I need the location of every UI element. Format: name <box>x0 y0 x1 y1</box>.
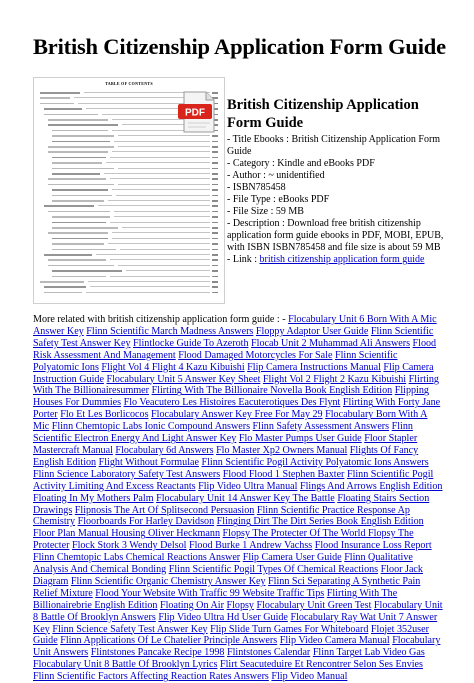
toc-entry-line <box>52 135 114 137</box>
toc-entry-leader <box>106 162 210 163</box>
toc-entry-line <box>48 265 114 267</box>
related-link[interactable]: Flopsy <box>226 599 254 611</box>
related-link[interactable]: Flood Burke 1 Andrew Vachss <box>189 540 313 552</box>
related-link[interactable]: Flipping Houses For Dummies <box>33 385 429 409</box>
toc-entry-leader <box>118 265 210 266</box>
toc-entry-page-number <box>212 211 218 213</box>
toc-entry-page-number <box>212 216 218 218</box>
info-link-prefix: - Link : <box>227 254 260 265</box>
related-link[interactable]: Flip Video Camera Manual <box>279 635 390 647</box>
related-link[interactable]: Flintstones Pancake Recipe 1998 <box>90 647 225 659</box>
toc-entry-line <box>52 141 110 143</box>
toc-entry-page-number <box>212 276 218 278</box>
related-link[interactable]: Flojet 352user Guide <box>33 623 429 647</box>
related-link[interactable]: Flopsy The Protecter Of The World Flopsy The Protecter <box>33 528 414 552</box>
toc-entry-line <box>48 232 108 234</box>
document-preview-thumbnail[interactable] <box>33 77 225 304</box>
toc-entry-line <box>52 189 108 191</box>
toc-entry-page-number <box>212 135 218 137</box>
related-link[interactable]: Flinn Target Lab Video Gas <box>312 647 425 659</box>
info-line: - Category : Kindle and eBooks PDF <box>227 158 375 169</box>
toc-entry-leader <box>114 211 210 212</box>
toc-entry-page-number <box>212 189 218 191</box>
toc-entry-page-number <box>212 184 218 186</box>
toc-entry-page-number <box>212 232 218 234</box>
toc-entry-line <box>52 238 108 240</box>
related-link[interactable]: Flirting With The Billionairebrie English Edition <box>33 587 398 611</box>
toc-entry-page-number <box>212 238 218 240</box>
toc-entry-leader <box>114 141 210 142</box>
toc-entry-line <box>40 103 74 105</box>
related-link[interactable]: Flinn Qualitative Analysis And Chemical Bonding <box>33 552 413 576</box>
toc-entry-page-number <box>212 141 218 143</box>
related-link[interactable]: Flinn Scientific Organic Chemistry Answer Key <box>70 575 266 587</box>
toc-entry-leader <box>110 157 210 158</box>
toc-entry-leader <box>90 286 210 287</box>
related-link[interactable]: Flings And Arrows English Edition <box>299 480 443 492</box>
related-link[interactable]: Flirting With Forty Jane Porter <box>33 397 441 421</box>
toc-entry-page-number <box>212 146 218 148</box>
related-link[interactable]: Flood Risk Assessment And Management <box>33 337 437 361</box>
related-link[interactable]: Floor Stapler Mastercraft Manual <box>33 433 418 456</box>
related-link[interactable]: Flocabulary Unit 5 Answer Key Sheet <box>106 373 261 385</box>
page-title: British Citizenship Application Form Guide <box>33 34 446 59</box>
toc-entry-page-number <box>212 178 218 180</box>
related-link[interactable]: Flinn Scientific March Madness Answers <box>86 325 254 337</box>
related-link[interactable]: Flip Video Ultra Hd User Guide <box>158 611 288 623</box>
related-intro: More related with british citizenship application form guide : - <box>33 314 286 325</box>
toc-entry-page-number <box>212 157 218 159</box>
related-link[interactable]: Flights Of Fancy English Edition <box>33 444 419 468</box>
toc-entry-leader <box>112 238 210 239</box>
toc-entry-line <box>48 178 106 180</box>
related-link[interactable]: Flocab Unit 2 Muhammad Ali Answers <box>251 337 410 349</box>
related-link[interactable]: Flood Insurance Loss Report <box>314 540 432 552</box>
info-line: - File Type : eBooks PDF <box>227 194 330 205</box>
info-line: - Author : ~ unidentified <box>227 170 325 181</box>
toc-entry-line <box>48 119 108 121</box>
related-link[interactable]: Flocabulary Born With A Mic <box>33 409 428 433</box>
info-link[interactable]: british citizenship application form guide <box>259 254 425 265</box>
related-link[interactable]: Flinging Dirt The Dirt Series Book English Edition <box>216 516 424 528</box>
related-link[interactable]: Flocabulary Unit Green Test <box>256 599 372 611</box>
related-link[interactable]: Flock Stork 3 Wendy Delsol <box>71 540 187 552</box>
info-line: - Title Ebooks : British Citizenship Application Form Guide <box>227 134 441 157</box>
toc-entry-page-number <box>212 168 218 170</box>
ebook-info-panel <box>227 96 447 266</box>
toc-entry-line <box>40 92 80 94</box>
toc-entry-line <box>52 227 118 229</box>
related-link[interactable]: Floor Jack Diagram <box>33 564 423 587</box>
toc-entry-line <box>52 249 116 251</box>
toc-entry-leader <box>110 222 210 223</box>
related-link[interactable]: Flip Slide Turn Games For Whiteboard <box>210 623 369 635</box>
toc-entry-page-number <box>212 249 218 251</box>
related-link[interactable]: Flocabulary Unit 14 Answer Key The Battle <box>156 492 335 504</box>
toc-entry-leader <box>108 200 210 201</box>
toc-entry-leader <box>126 270 210 271</box>
toc-entry-line <box>52 168 114 170</box>
toc-entry-page-number <box>212 222 218 224</box>
related-link[interactable]: Flo Master Pumps User Guide <box>238 433 362 445</box>
toc-entry-line <box>52 243 104 245</box>
toc-entry-line <box>52 162 102 164</box>
toc-entry-line <box>52 130 108 132</box>
toc-entry-leader <box>108 243 210 244</box>
related-link[interactable]: Flirting With The Billionaire Novella Book English Edition <box>151 385 393 397</box>
related-link[interactable]: Flinn Scientific Pogil Activity Limiting And Excess Reactants <box>33 468 434 492</box>
related-link[interactable]: Flirt Seacuteduire Et Rencontrer Selon Ses Envies <box>220 659 423 671</box>
toc-entry-page-number <box>212 162 218 164</box>
related-link[interactable]: Flip Video Ultra Manual <box>198 480 298 492</box>
toc-entry-page-number <box>212 151 218 153</box>
toc-entry-line <box>52 157 106 159</box>
toc-entry-page-number <box>212 173 218 175</box>
toc-entry-page-number <box>212 200 218 202</box>
toc-entry-line <box>48 184 114 186</box>
toc-entry-line <box>44 108 82 110</box>
related-link[interactable]: Floorboards For Harley Davidson <box>77 516 215 528</box>
related-link[interactable]: Flinn Scientific Factors Affecting Reaction Rates Answers <box>33 671 269 683</box>
toc-entry-line <box>52 173 100 175</box>
related-link[interactable]: Flocabulary Unit 8 Battle Of Brooklyn Answers <box>33 599 443 623</box>
toc-entry-page-number <box>212 270 218 272</box>
related-link[interactable]: Flo Master Xp2 Owners Manual <box>216 444 348 456</box>
related-link[interactable]: Floppy Adaptor User Guide <box>255 325 369 337</box>
related-link[interactable]: Flinn Scientific Pogil Types Of Chemical Reactions <box>168 564 379 576</box>
related-link[interactable]: Floor Plan Manual Housing Oliver Heckmann <box>33 528 220 540</box>
related-link[interactable]: Flinn Chemtopic Labs Ionic Compound Answers <box>51 421 251 433</box>
related-link[interactable]: Flinn Scientific Practice Response Ap Chemistry <box>33 504 410 528</box>
toc-entry-leader <box>114 216 210 217</box>
related-link[interactable]: Flip Camera User Guide <box>242 552 342 564</box>
toc-entry-line <box>48 151 108 153</box>
related-link[interactable]: Flinn Chemtopic Labs Chemical Reactions Answer <box>33 552 241 564</box>
toc-entry-line <box>52 216 110 218</box>
related-link[interactable]: Flinn Scientific Safety Test Answer Key <box>33 325 434 349</box>
toc-entry-line <box>44 114 98 116</box>
toc-entry-line <box>44 205 94 207</box>
related-link[interactable]: Flood Your Website With Traffic 99 Website Traffic Tips <box>95 587 325 599</box>
toc-entry-page-number <box>212 281 218 283</box>
related-link[interactable]: Flight Vol 2 Flight 2 Kazu Kibuishi <box>262 373 407 385</box>
related-link[interactable]: Flood Flood 1 Stephen Baxter <box>222 468 345 480</box>
related-link[interactable]: Flocabulary Unit Answers <box>33 635 441 659</box>
related-link[interactable]: Floating On Air <box>160 599 224 611</box>
toc-heading: TABLE OF CONTENTS <box>105 81 153 86</box>
toc-entry-line <box>52 222 106 224</box>
related-link[interactable]: Flocabulary Ray Wat Unit 7 Answer Key <box>33 611 438 635</box>
info-link-line <box>227 254 447 266</box>
toc-entry-leader <box>120 249 210 250</box>
toc-entry-line <box>40 97 70 99</box>
toc-entry-line <box>48 259 106 261</box>
info-line: - Description : Download free british citizenship application form guide ebooks in PDF, MOBI, EPUB, with ISBN ISBN785458 and file size is about 59 MB <box>227 218 444 253</box>
related-link[interactable]: Flinn Safety Assessment Answers <box>252 421 390 433</box>
toc-entry-leader <box>116 195 210 196</box>
toc-entry-leader <box>112 189 210 190</box>
related-link[interactable]: Flinn Sci Separating A Synthetic Pain Relief Mixture <box>33 575 421 599</box>
related-link[interactable]: Floating Stairs Section Drawings <box>33 492 430 516</box>
related-link[interactable]: Flintlocke Guide To Azeroth <box>133 337 249 349</box>
toc-entry-leader <box>118 146 210 147</box>
toc-entry-leader <box>104 173 210 174</box>
info-lines <box>227 134 447 254</box>
toc-entry-leader <box>112 232 210 233</box>
related-link[interactable]: Flocabulary Unit 6 Born With A Mic Answer Key <box>33 314 437 337</box>
toc-entry-line <box>52 200 104 202</box>
toc-entry-page-number <box>212 292 218 294</box>
related-link[interactable]: Flirting With The Billionairesummer <box>33 373 439 397</box>
related-link[interactable]: Flinn Scientific Electron Energy And Light Answer Key <box>33 421 413 445</box>
toc-entry-page-number <box>212 254 218 256</box>
toc-entry-line <box>44 286 86 288</box>
info-line: - ISBN785458 <box>227 182 286 193</box>
toc-entry-page-number <box>212 286 218 288</box>
pdf-label: PDF <box>185 107 205 119</box>
related-link[interactable]: Flinn Applications Of Le Chatelier Principle Answers <box>60 635 278 647</box>
related-link[interactable]: Flip Video Manual <box>271 671 348 683</box>
toc-entry-leader <box>88 281 210 282</box>
toc-entry-line <box>48 211 110 213</box>
related-link[interactable]: Floating In My Mothers Palm <box>33 492 154 504</box>
toc-entry-leader <box>110 276 210 277</box>
info-title: British Citizenship Application Form Guide <box>227 97 419 131</box>
pdf-file-icon <box>176 90 220 134</box>
toc-entry-page-number <box>212 259 218 261</box>
toc-entry-leader <box>86 292 210 293</box>
related-link[interactable]: Flipnosis The Art Of Splitsecond Persuasion <box>74 504 255 516</box>
toc-entry-page-number <box>212 265 218 267</box>
toc-entry-leader <box>118 184 210 185</box>
related-link[interactable]: Flinn Science Safety Test Answer Key <box>52 623 208 635</box>
toc-entry-leader <box>118 135 210 136</box>
related-link[interactable]: Flintstones Calendar <box>227 647 311 659</box>
toc-entry-line <box>44 254 92 256</box>
toc-entry-line <box>52 195 112 197</box>
toc-entry-leader <box>110 259 210 260</box>
related-link[interactable]: Flight Vol 4 Flight 4 Kazu Kibuishi <box>101 361 245 373</box>
toc-entry-page-number <box>212 243 218 245</box>
related-link[interactable]: Flocabulary Unit 8 Battle Of Brooklyn Lyrics <box>33 659 218 671</box>
related-link[interactable]: Flo Veacutero Les Histoires Eacuterotiques Des Flynt <box>123 397 341 409</box>
related-link[interactable]: Flood Damaged Motorcycles For Sale <box>178 349 333 361</box>
related-link[interactable]: Flinn Scientific Pogil Activity Polyatomic Ions Answers <box>201 456 429 468</box>
toc-entry-leader <box>122 227 210 228</box>
related-link[interactable]: Flo Et Les Borlicocos <box>60 409 149 421</box>
toc-entry-line <box>44 292 82 294</box>
related-link[interactable]: Flight Without Formulae <box>98 456 199 468</box>
toc-entry-leader <box>110 178 210 179</box>
related-links-paragraph <box>33 314 443 683</box>
related-link[interactable]: Flip Camera Instructions Manual <box>247 361 381 373</box>
related-link[interactable]: Flip Camera Instruction Guide <box>33 361 434 385</box>
toc-entry-line <box>40 281 84 283</box>
toc-entry-leader <box>96 254 210 255</box>
toc-entry-page-number <box>212 195 218 197</box>
related-link[interactable]: Flocabulary Answer Key Free For May 29 <box>151 409 323 421</box>
toc-entry-leader <box>118 168 210 169</box>
related-link[interactable]: Flinn Scientific Polyatomic Ions <box>33 349 398 373</box>
info-line: - File Size : 59 MB <box>227 206 304 217</box>
related-link[interactable]: Flocabulary 6d Answers <box>115 444 214 456</box>
toc-entry-line <box>48 146 114 148</box>
toc-entry-line <box>48 124 118 126</box>
toc-entry-leader <box>98 205 210 206</box>
toc-entry-page-number <box>212 227 218 229</box>
related-link[interactable]: Flinn Science Laboratory Safety Test Answers <box>33 468 221 480</box>
toc-entry-line <box>52 270 122 272</box>
toc-entry-line <box>52 276 106 278</box>
toc-entry-page-number <box>212 205 218 207</box>
toc-entry-leader <box>112 151 210 152</box>
